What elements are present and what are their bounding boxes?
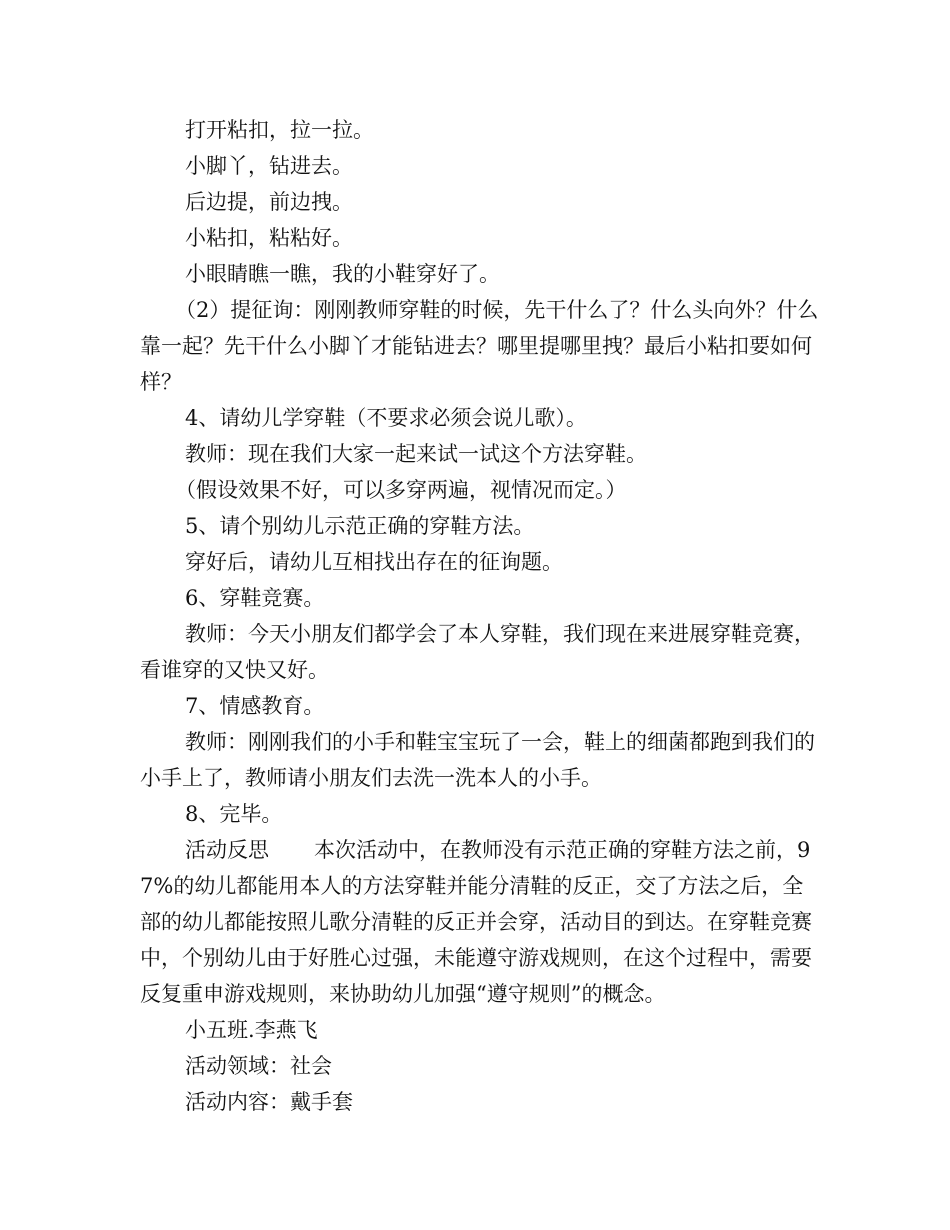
step-4-heading: 4、请幼儿学穿鞋（不要求必须会说儿歌）。 — [185, 406, 587, 430]
step-6-heading: 6、穿鞋竞赛。 — [185, 586, 325, 610]
step-5-text: 穿好后，请幼儿互相找出存在的征询题。 — [185, 550, 563, 574]
reflection-body: 本次活动中，在教师没有示范正确的穿鞋方法之前，97%的幼儿都能用本人的方法穿鞋并能分清鞋的反正，交了方法之后，全部的幼儿都能按照儿歌分清鞋的反正并会穿，活动目的到达。在穿鞋竞赛中，个别幼儿由于好胜心过强，未能遵守游戏规则，在这个过程中，需要反复重申游戏规则，来协助幼儿加强“遵守规则”的概念。 — [140, 838, 812, 1006]
reflection-paragraph — [140, 832, 820, 1012]
teacher-instruction: 教师：现在我们大家一起来试一试这个方法穿鞋。 — [185, 442, 647, 466]
rhyme-line-2: 小脚丫，钻进去。 — [185, 154, 353, 178]
document-body — [140, 112, 820, 1120]
rhyme-line-4: 小粘扣，粘粘好。 — [185, 226, 353, 250]
step-8-heading: 8、完毕。 — [185, 802, 283, 826]
class-author: 小五班.李燕飞 — [185, 1018, 318, 1042]
step-5-heading: 5、请个别幼儿示范正确的穿鞋方法。 — [185, 514, 535, 538]
rhyme-line-3: 后边提，前边拽。 — [185, 190, 353, 214]
step-7-text: 教师：刚刚我们的小手和鞋宝宝玩了一会，鞋上的细菌都跑到我们的小手上了，教师请小朋友们去洗一洗本人的小手。 — [140, 730, 815, 790]
question-paragraph: （2）提征询：刚刚教师穿鞋的时候，先干什么了？什么头向外？什么靠一起？先干什么小脚丫才能钻进去？哪里提哪里拽？最后小粘扣要如何样？ — [140, 298, 819, 394]
rhyme-line-1: 打开粘扣，拉一拉。 — [185, 118, 374, 142]
activity-domain: 活动领域：社会 — [185, 1054, 332, 1078]
note-paragraph: （假设效果不好，可以多穿两遍，视情况而定。） — [175, 478, 627, 502]
step-6-text: 教师：今天小朋友们都学会了本人穿鞋，我们现在来进展穿鞋竞赛，看谁穿的又快又好。 — [140, 622, 815, 682]
step-7-heading: 7、情感教育。 — [185, 694, 325, 718]
rhyme-line-5: 小眼睛瞧一瞧，我的小鞋穿好了。 — [185, 262, 500, 286]
activity-content: 活动内容：戴手套 — [185, 1090, 353, 1114]
reflection-heading: 活动反思 — [185, 838, 269, 862]
